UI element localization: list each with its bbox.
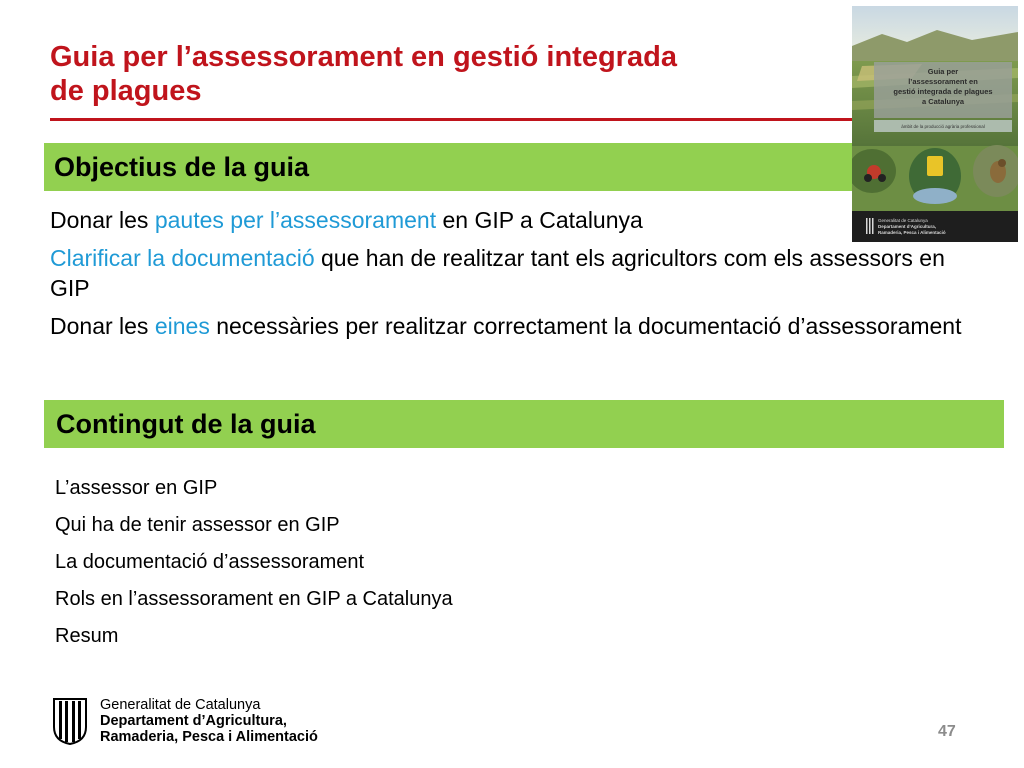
svg-text:l’assessorament en: l’assessorament en [908, 77, 978, 86]
generalitat-logo [52, 697, 318, 745]
objective-item [50, 205, 980, 235]
page-number: 47 [938, 723, 956, 740]
objective-text: que han de realitzar tant els agricultors com els assessors en GIP [50, 245, 945, 301]
slide-title-line1: Guia per l’assessorament en gestió integrada [50, 41, 677, 73]
org-name: Generalitat de Catalunya [100, 697, 261, 713]
svg-text:a Catalunya: a Catalunya [921, 97, 965, 106]
svg-text:Ramaderia, Pesca i Alimentació: Ramaderia, Pesca i Alimentació [878, 230, 946, 235]
contents-item: Rols en l’assessorament en GIP a Catalunya [55, 588, 453, 610]
slide-title [50, 40, 830, 108]
objectives-heading-band [44, 143, 852, 191]
objective-text: necessàries per realitzar correctament la documentació d’assessorament [209, 313, 962, 339]
svg-text:Generalitat de Catalunya: Generalitat de Catalunya [878, 218, 928, 223]
title-underline [50, 118, 852, 121]
objective-text: en GIP a Catalunya [436, 207, 643, 233]
slide-title-line2: de plagues [50, 75, 202, 107]
objective-item [50, 243, 980, 303]
catalan-coat-of-arms-icon [52, 697, 88, 745]
contents-item: Qui ha de tenir assessor en GIP [55, 514, 340, 536]
contents-heading: Contingut de la guia [56, 408, 316, 439]
objectives-heading: Objectius de la guia [54, 151, 310, 182]
objective-highlight: pautes per l’assessorament [154, 207, 437, 233]
objective-item [50, 311, 980, 341]
contents-item: La documentació d’assessorament [55, 551, 365, 573]
svg-text:Departament d’Agricultura,: Departament d’Agricultura, [878, 224, 937, 229]
objective-text: Donar les [50, 207, 155, 233]
svg-text:àmbit de la producció agrària: àmbit de la producció agrària professional [901, 124, 985, 129]
contents-heading-band [44, 400, 1004, 448]
contents-list [55, 470, 453, 655]
svg-text:gestió integrada de plagues: gestió integrada de plagues [893, 87, 993, 96]
department-name-line2: Ramaderia, Pesca i Alimentació [100, 729, 318, 745]
objective-highlight: Clarificar la documentació [50, 245, 315, 271]
contents-item: Resum [55, 625, 119, 647]
contents-item: L’assessor en GIP [55, 477, 218, 499]
objective-text: Donar les [50, 313, 155, 339]
svg-text:Guia per: Guia per [927, 67, 959, 76]
objective-highlight: eines [154, 313, 210, 339]
department-name-line1: Departament d’Agricultura, [100, 713, 287, 729]
guide-cover-image [852, 6, 1018, 242]
objectives-list [50, 205, 980, 349]
